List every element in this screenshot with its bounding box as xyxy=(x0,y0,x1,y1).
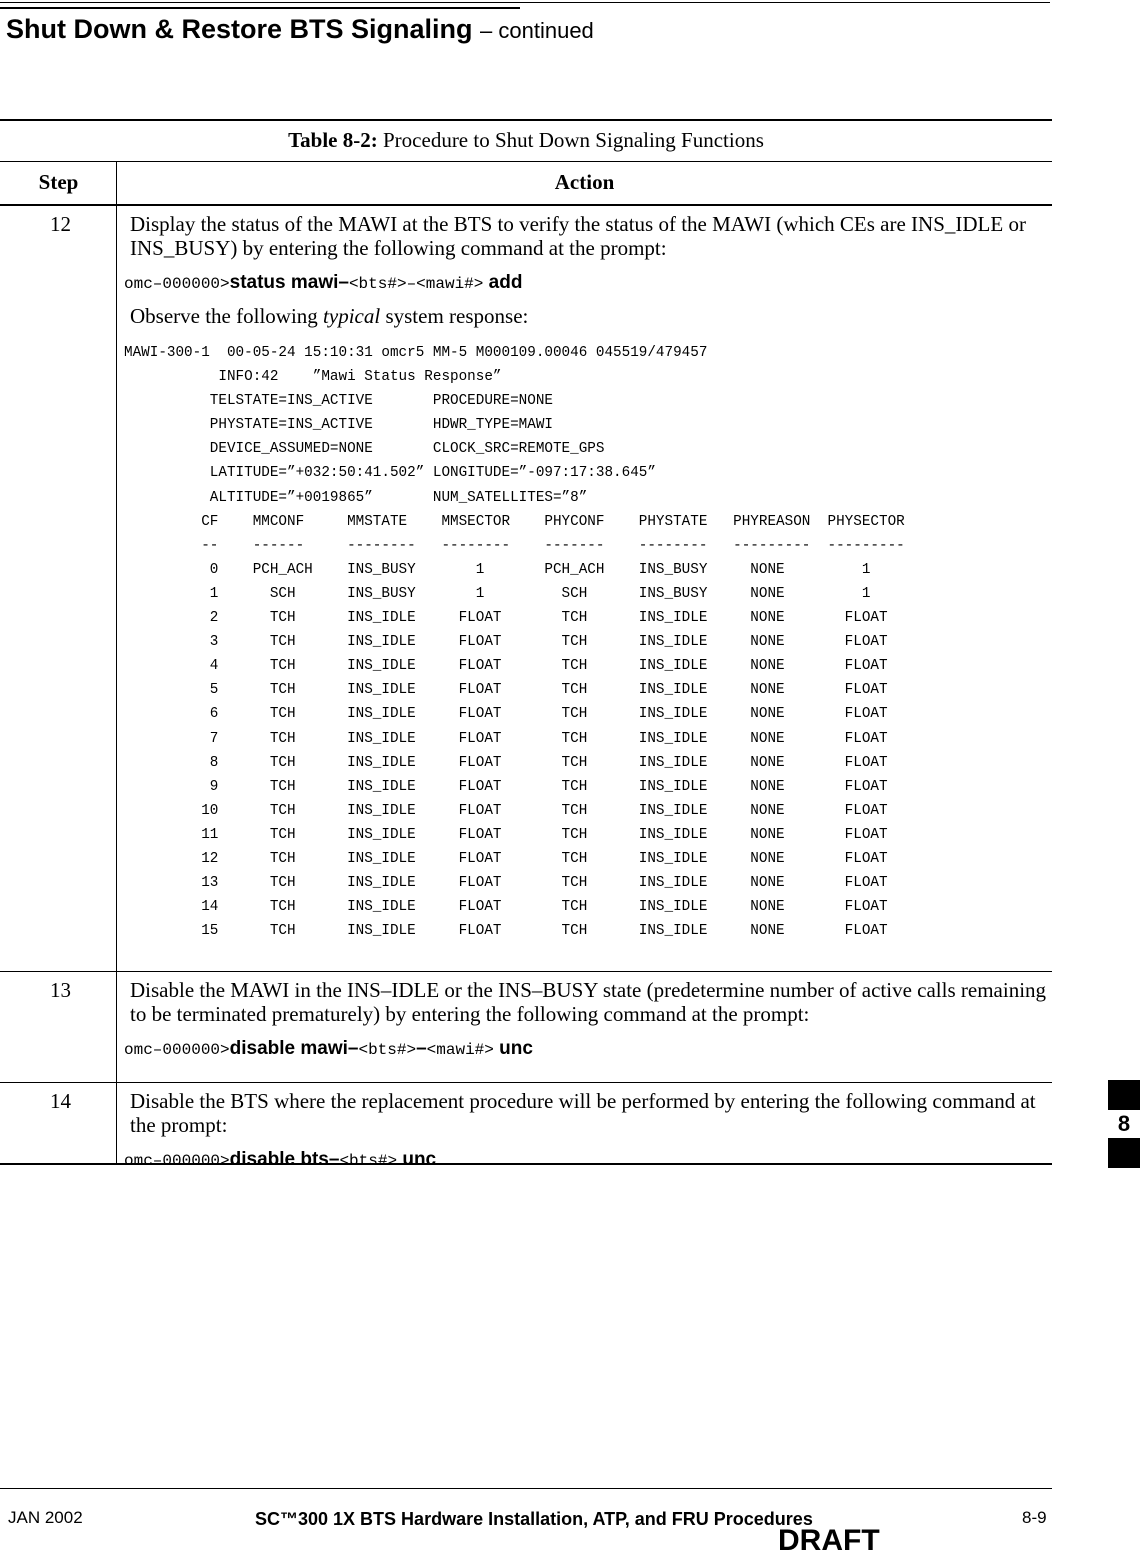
step-instruction: Disable the MAWI in the INS–IDLE or the INS–BUSY state (predetermine number of active calls remaining to be terminated prematurely) by entering the following command at the prompt: xyxy=(130,978,1047,1026)
command-prompt: omc–000000> xyxy=(124,275,230,293)
table-header-row xyxy=(0,162,1052,206)
column-header-step: Step xyxy=(38,170,79,194)
step-action xyxy=(124,206,1052,943)
table-caption-text: Procedure to Shut Down Signaling Functions xyxy=(383,128,764,152)
command-separator: – xyxy=(416,1038,427,1059)
command-line xyxy=(124,272,1046,294)
chapter-tab-bottom xyxy=(1108,1138,1140,1168)
step-instruction: Disable the BTS where the replacement procedure will be performed by entering the following command at the prompt: xyxy=(130,1089,1036,1137)
command-line xyxy=(124,1149,1046,1171)
command-argument: <bts#> xyxy=(358,1041,417,1059)
command-line xyxy=(124,1038,1046,1060)
command-keyword: status mawi– xyxy=(229,272,349,293)
footer-draft: DRAFT xyxy=(778,1524,880,1557)
column-divider xyxy=(116,1083,117,1163)
procedure-table xyxy=(0,119,1052,1170)
command-option: unc xyxy=(493,1038,533,1059)
step-action xyxy=(124,1083,1052,1171)
observe-text xyxy=(130,304,1052,329)
footer-date: JAN 2002 xyxy=(8,1508,83,1527)
table-row-step-13 xyxy=(0,972,1052,1083)
command-argument: <bts#> xyxy=(339,1152,398,1170)
column-divider xyxy=(116,206,117,971)
step-instruction: Display the status of the MAWI at the BTS to verify the status of the MAWI (which CEs are INS_IDLE or INS_BUSY) by entering the following command at the prompt: xyxy=(130,212,1026,260)
command-argument: <bts#>–<mawi#> xyxy=(348,275,484,293)
chapter-tab-number: 8 xyxy=(1117,1111,1131,1136)
footer-rule xyxy=(0,1488,1052,1489)
command-option: unc xyxy=(397,1149,437,1170)
footer-page-number: 8-9 xyxy=(1022,1508,1047,1527)
column-divider xyxy=(116,972,117,1082)
table-caption-label: Table 8-2: xyxy=(288,128,378,152)
step-number: 13 xyxy=(50,978,71,1002)
header-rule-thick xyxy=(0,7,520,9)
step-action xyxy=(124,972,1052,1060)
step-number: 14 xyxy=(50,1089,71,1113)
chapter-tab-top xyxy=(1108,1080,1140,1110)
step-number: 12 xyxy=(50,212,71,236)
observe-text-post: system response: xyxy=(380,304,529,328)
page-title-text: Shut Down & Restore BTS Signaling xyxy=(6,14,473,44)
table-row-step-14 xyxy=(0,1083,1052,1170)
command-keyword: disable mawi– xyxy=(229,1038,359,1059)
command-prompt: omc–000000> xyxy=(124,1152,230,1170)
command-keyword: disable bts– xyxy=(229,1149,340,1170)
command-option: add xyxy=(483,272,523,293)
command-argument: <mawi#> xyxy=(426,1041,494,1059)
column-header-action: Action xyxy=(554,170,615,194)
system-response: MAWI-300-1 00-05-24 15:10:31 omcr5 MM-5 M000109.00046 045519/479457 INFO:42 ”Mawi Status Response” TELSTATE=INS_ACTIVE PROCEDURE=NONE PHYSTATE=INS_ACTIVE HDWR_TYPE=MAWI DEVICE_ASSUMED=NONE CLOCK_SRC=REMOTE_GPS LATITUDE=”+032:50:41.502” LONGITUDE=”-097:17:38.645” ALTITUDE=”+0019865” NUM_SATELLITES=”8” CF MMCONF MMSTATE MMSECTOR PHYCONF PHYSTATE PHYREASON PHYSECTOR -- ------ -------- -------- ------- -------- --------- --------- 0 PCH_ACH INS_BUSY 1 PCH_ACH INS_BUSY NONE 1 1 SCH INS_BUSY 1 SCH INS_BUSY NONE 1 2 TCH INS_IDLE FLOAT TCH INS_IDLE NONE FLOAT 3 TCH INS_IDLE FLOAT TCH INS_IDLE NONE FLOAT 4 TCH INS_IDLE FLOAT TCH INS_IDLE NONE FLOAT 5 TCH INS_IDLE FLOAT TCH INS_IDLE NONE FLOAT 6 TCH INS_IDLE FLOAT TCH INS_IDLE NONE FLOAT 7 TCH INS_IDLE FLOAT TCH INS_IDLE NONE FLOAT 8 TCH INS_IDLE FLOAT TCH INS_IDLE NONE FLOAT 9 TCH INS_IDLE FLOAT TCH INS_IDLE NONE FLOAT 10 TCH INS_IDLE FLOAT TCH INS_IDLE NONE FLOAT 11 TCH INS_IDLE FLOAT TCH INS_IDLE NONE FLOAT 12 TCH INS_IDLE FLOAT TCH INS_IDLE NONE FLOAT 13 TCH INS_IDLE FLOAT TCH INS_IDLE NONE FLOAT 14 TCH INS_IDLE FLOAT TCH INS_IDLE NONE FLOAT 15 TCH INS_IDLE FLOAT TCH INS_IDLE NONE FLOAT xyxy=(124,345,905,940)
table-row-step-12 xyxy=(0,206,1052,972)
observe-text-em: typical xyxy=(323,304,381,328)
page-title xyxy=(6,14,594,45)
table-caption xyxy=(0,121,1052,162)
command-prompt: omc–000000> xyxy=(124,1041,230,1059)
footer-title: SC™300 1X BTS Hardware Installation, ATP, and FRU Procedures xyxy=(255,1509,813,1529)
observe-text-pre: Observe the following xyxy=(130,304,324,328)
header-rule xyxy=(0,2,1050,3)
page-title-continued: – continued xyxy=(480,18,594,43)
